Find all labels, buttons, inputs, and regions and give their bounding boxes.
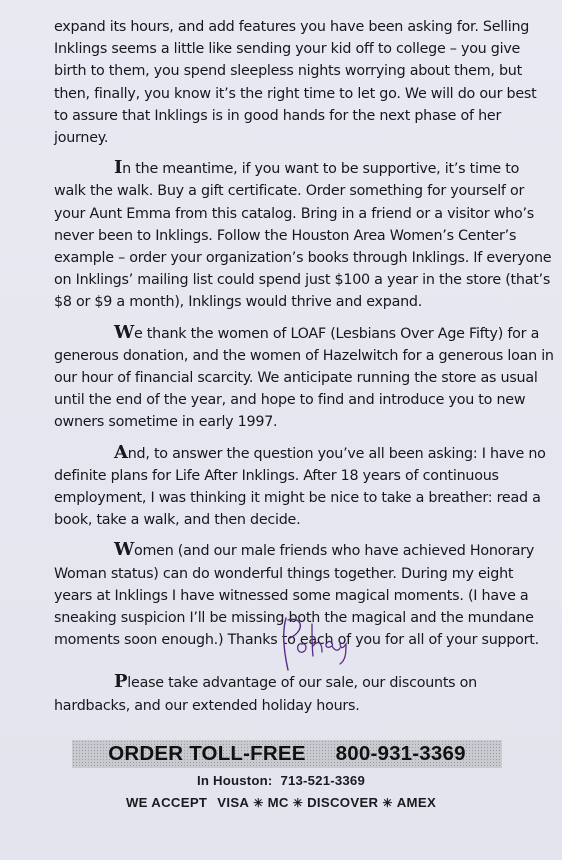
accept-label: WE ACCEPT [125,795,208,810]
paragraph-3-text: e thank the women of LOAF (Lesbians Over Age Fifty) for a generous donation, and the women of Hazelwitch for a generous loan in our hour of financial scarcity. We anticipate running the store as usual until the end of the year, and hope to find and introduce you to new owners sometime in early 1997. [54,325,554,431]
order-label: ORDER TOLL-FREE [108,742,306,765]
drop-cap: W [114,321,134,343]
order-phone: 800-931-3369 [335,742,466,765]
card-amex: AMEX [396,795,437,810]
asterisk-icon: ✳ [253,796,264,810]
card-discover: DISCOVER [307,795,379,810]
drop-cap: W [114,539,134,561]
paragraph-5-text: omen (and our male friends who have achieved Honorary Woman status) can do wonderful things together. During my eight years at Inklings I have witnessed some magical moments. (I have a sneaking suspicion I’ll be missing both the magical and the mundane moments soon enough.) Thanks to each of you for all of your support. [54,543,539,649]
handwritten-signature [276,612,356,692]
card-mc: MC [267,795,289,810]
card-visa: VISA [217,795,250,810]
paragraph-2 [54,157,554,313]
asterisk-icon: ✳ [292,796,304,810]
accepted-cards-line [0,795,562,810]
order-toll-free-banner [72,740,502,768]
paragraph-1: expand its hours, and add features you have been asking for. Selling Inklings seems a little like sending your kid off to college – you give birth to them, you spend sleepless nights worrying about them, but then, finally, you know it’s the right time to let go. We will do our best to assure that Inklings is in good hands for the next phase of her journey. [54,19,537,147]
houston-label: In Houston: [197,773,273,788]
paragraph-6-text: lease take advantage of our sale, our discounts on hardbacks, and our extended holiday hours. [54,675,477,714]
drop-cap: P [114,671,128,693]
paragraph-2-text: n the meantime, if you want to be supportive, it’s time to walk the walk. Buy a gift certificate. Order something for yourself or your Aunt Emma from this catalog. Bring in a friend or a visitor who’s never been to Inklings. Follow the Houston Area Women’s Center’s example – order your organization’s books through Inklings. If everyone on Inklings’ mailing list could spend just $100 a year in the store (that’s $8 or $9 a month), Inklings would thrive and expand. [54,161,552,311]
asterisk-icon: ✳ [382,796,393,810]
paragraph-4-text: nd, to answer the question you’ve all been asking: I have no definite plans for Life After Inklings. After 18 years of continuous employment, I was thinking it might be nice to take a breather: read a book, take a walk, and then decide. [54,445,546,529]
drop-cap: I [114,157,123,179]
paragraph-3 [54,322,554,434]
houston-line [0,773,562,788]
paragraph-4 [54,442,554,532]
houston-phone: 713-521-3369 [280,773,365,788]
drop-cap: A [114,441,128,463]
